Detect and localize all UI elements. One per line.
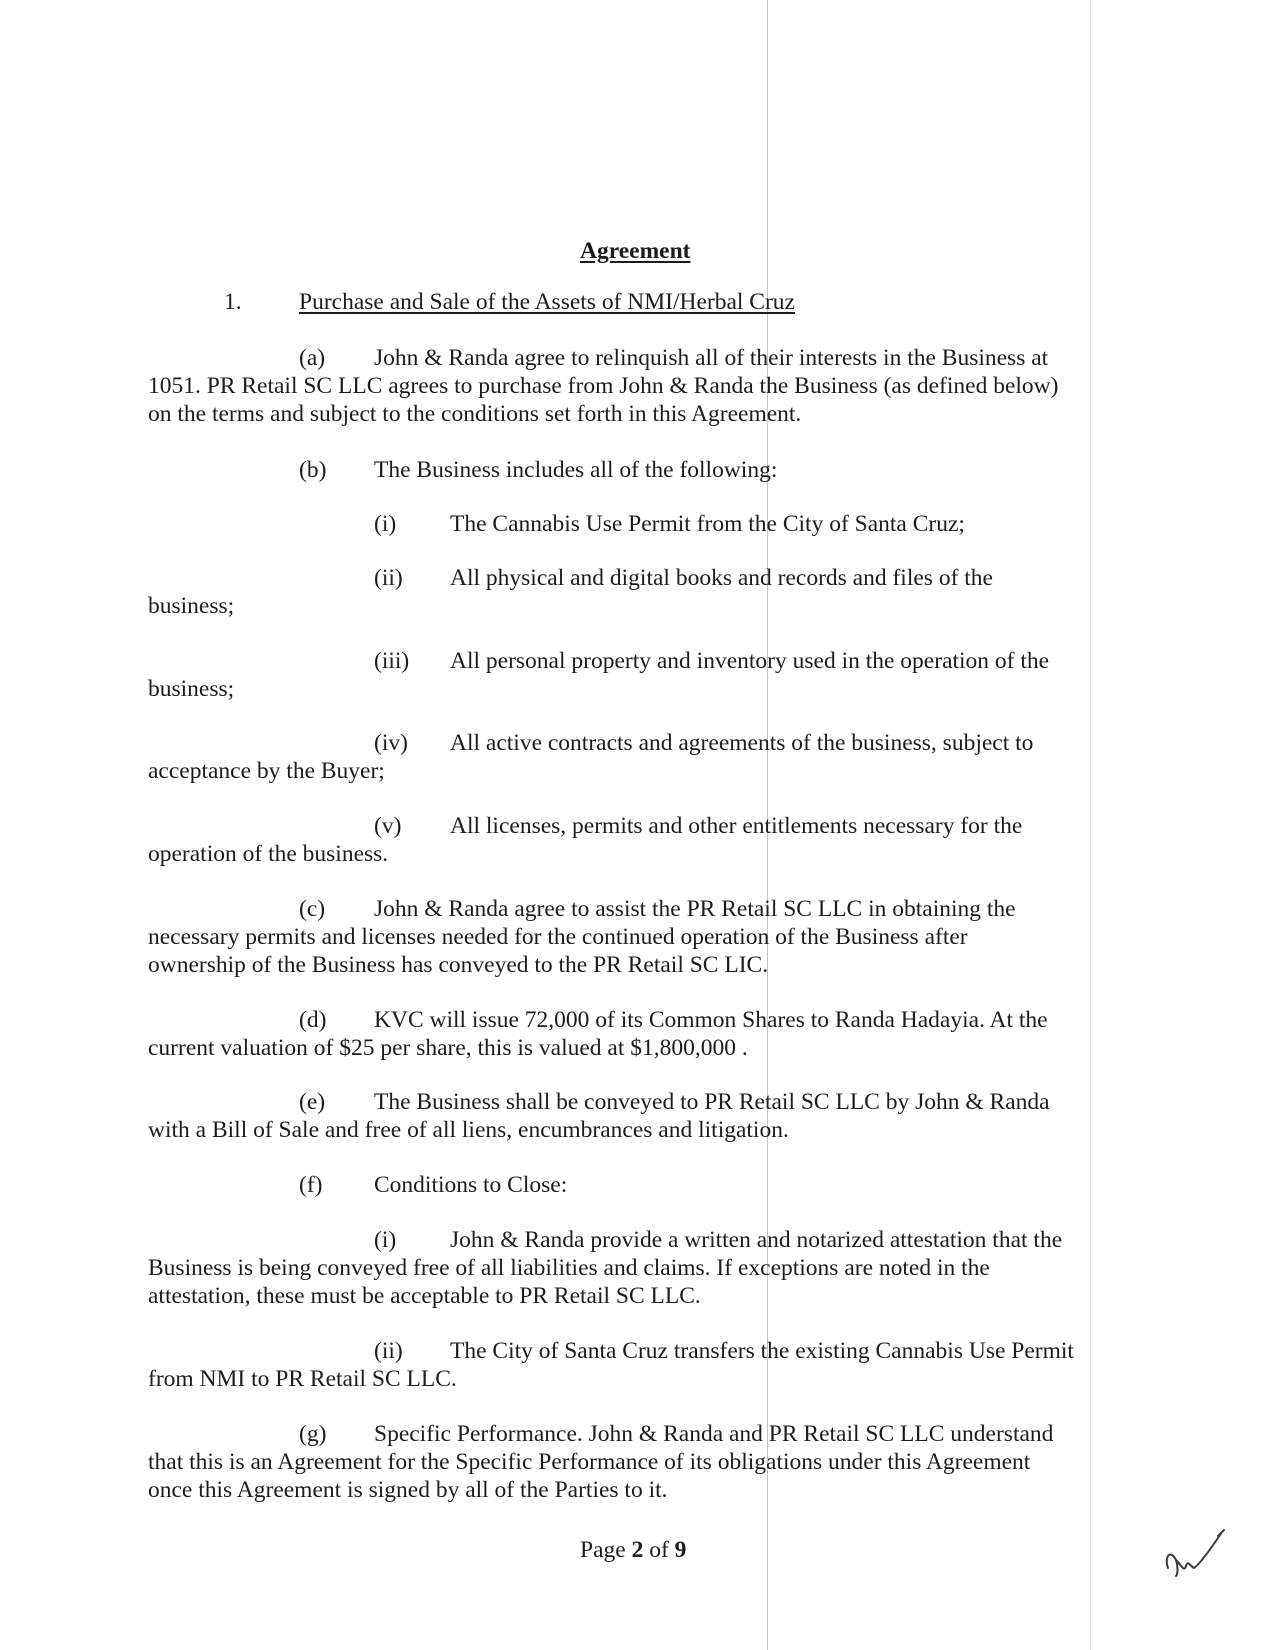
item-b-ii-line1: All physical and digital books and records and files of the bbox=[450, 565, 993, 591]
para-g-line1: Specific Performance. John & Randa and PR Retail SC LLC understand bbox=[374, 1421, 1054, 1447]
item-f-i-line3: attestation, these must be acceptable to PR Retail SC LLC. bbox=[148, 1283, 701, 1309]
item-b-i-label: (i) bbox=[374, 511, 397, 537]
para-a-line2: 1051. PR Retail SC LLC agrees to purchase from John & Randa the Business (as defined below) bbox=[148, 373, 1059, 399]
item-f-ii-line1: The City of Santa Cruz transfers the existing Cannabis Use Permit bbox=[450, 1338, 1074, 1364]
item-f-ii-label: (ii) bbox=[374, 1338, 403, 1364]
item-b-iv-label: (iv) bbox=[374, 730, 408, 756]
page-current: 2 bbox=[631, 1537, 644, 1563]
para-b-label: (b) bbox=[299, 457, 327, 483]
item-f-i-line2: Business is being conveyed free of all liabilities and claims. If exceptions are noted in the bbox=[148, 1255, 990, 1281]
para-e-label: (e) bbox=[299, 1089, 326, 1115]
para-c-line3: ownership of the Business has conveyed to the PR Retail SC LIC. bbox=[148, 952, 769, 978]
para-f-label: (f) bbox=[299, 1172, 323, 1198]
section-title: Purchase and Sale of the Assets of NMI/Herbal Cruz bbox=[299, 289, 795, 315]
para-d-line1: KVC will issue 72,000 of its Common Shares to Randa Hadayia. At the bbox=[374, 1007, 1048, 1033]
page-word: Page bbox=[580, 1537, 626, 1563]
item-b-ii-line2: business; bbox=[148, 593, 235, 619]
para-c-line2: necessary permits and licenses needed for the continued operation of the Business after bbox=[148, 924, 968, 950]
para-b-text: The Business includes all of the following: bbox=[374, 457, 778, 483]
para-d-label: (d) bbox=[299, 1007, 327, 1033]
item-b-iii-label: (iii) bbox=[374, 648, 410, 674]
item-b-iv-line1: All active contracts and agreements of the business, subject to bbox=[450, 730, 1034, 756]
para-g-line3: once this Agreement is signed by all of the Parties to it. bbox=[148, 1477, 668, 1503]
scan-fold-line-2 bbox=[1090, 0, 1091, 1650]
para-f-text: Conditions to Close: bbox=[374, 1172, 568, 1198]
para-c-label: (c) bbox=[299, 896, 326, 922]
para-a-line1: John & Randa agree to relinquish all of their interests in the Business at bbox=[374, 345, 1049, 371]
para-e-line2: with a Bill of Sale and free of all liens, encumbrances and litigation. bbox=[148, 1117, 789, 1143]
item-b-v-line1: All licenses, permits and other entitlements necessary for the bbox=[450, 813, 1023, 839]
item-b-i-text: The Cannabis Use Permit from the City of Santa Cruz; bbox=[450, 511, 965, 537]
item-b-iii-line1: All personal property and inventory used in the operation of the bbox=[450, 648, 1050, 674]
para-g-label: (g) bbox=[299, 1421, 327, 1447]
item-b-ii-label: (ii) bbox=[374, 565, 403, 591]
para-g-line2: that this is an Agreement for the Specific Performance of its obligations under this Agreement bbox=[148, 1449, 1031, 1475]
page-of-word: of bbox=[649, 1537, 669, 1563]
item-b-v-label: (v) bbox=[374, 813, 402, 839]
para-d-line2: current valuation of $25 per share, this is valued at $1,800,000 . bbox=[148, 1035, 748, 1061]
para-a-label: (a) bbox=[299, 345, 326, 371]
section-number: 1. bbox=[224, 289, 242, 315]
item-f-i-label: (i) bbox=[374, 1227, 397, 1253]
para-e-line1: The Business shall be conveyed to PR Retail SC LLC by John & Randa bbox=[374, 1089, 1050, 1115]
page-total: 9 bbox=[674, 1537, 687, 1563]
para-c-line1: John & Randa agree to assist the PR Retail SC LLC in obtaining the bbox=[374, 896, 1016, 922]
item-b-iv-line2: acceptance by the Buyer; bbox=[148, 758, 385, 784]
item-f-ii-line2: from NMI to PR Retail SC LLC. bbox=[148, 1366, 457, 1392]
item-b-v-line2: operation of the business. bbox=[148, 841, 389, 867]
item-f-i-line1: John & Randa provide a written and notarized attestation that the bbox=[450, 1227, 1063, 1253]
page-title: Agreement bbox=[580, 238, 691, 264]
handwritten-initials-signature bbox=[1160, 1520, 1230, 1580]
item-b-iii-line2: business; bbox=[148, 676, 235, 702]
page-number bbox=[580, 1536, 686, 1564]
para-a-line3: on the terms and subject to the conditions set forth in this Agreement. bbox=[148, 401, 802, 427]
